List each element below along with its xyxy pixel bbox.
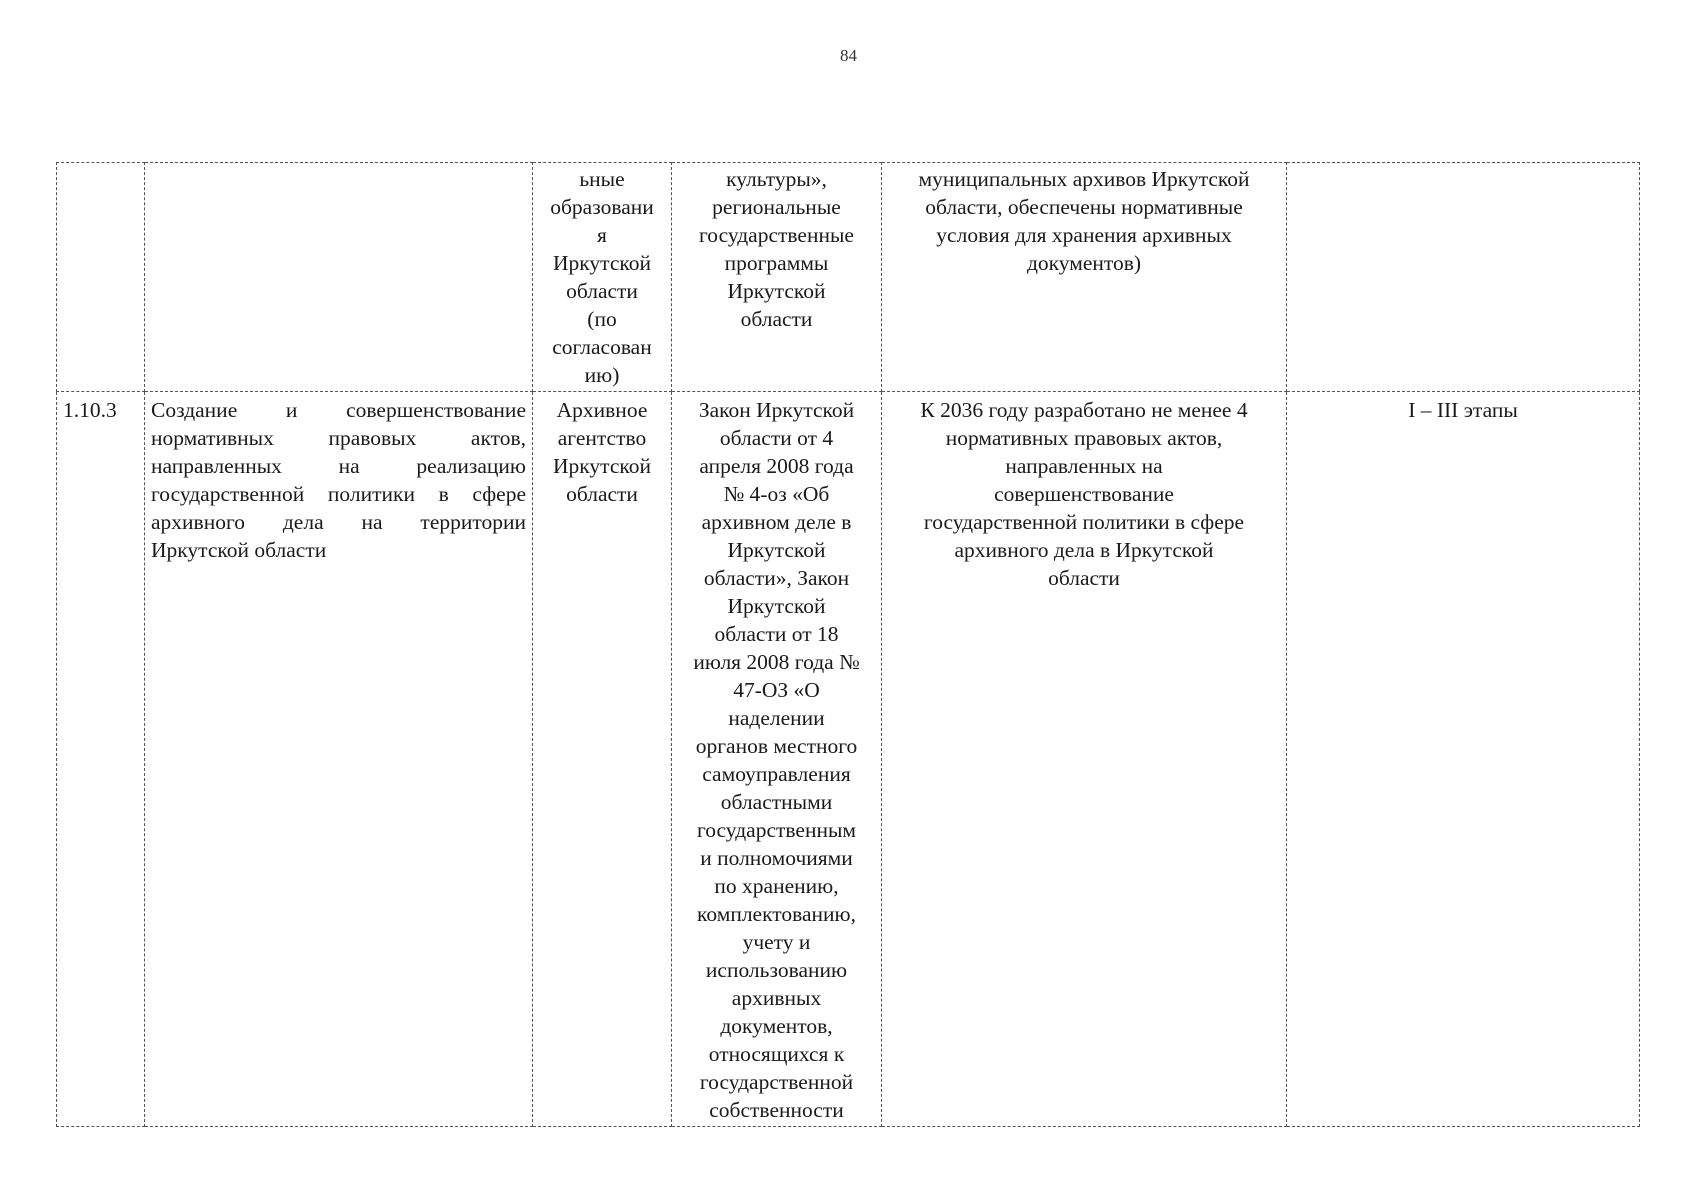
table-row xyxy=(57,163,1640,392)
cell-legal-basis: Закон Иркутской области от 4 апреля 2008 года № 4-оз «Об архивном деле в Иркутской области», Закон Иркутской области от 18 июля 2008 года № 47-ОЗ «О наделении органов местного самоуправления областными государственным и полномочиями по хранению, комплектованию, учету и использованию архивных документов, относящихся к государственной собственности xyxy=(672,392,882,1127)
cell-legal-basis: культуры», региональные государственные программы Иркутской области xyxy=(672,163,882,392)
cell-executor: ьные образовани я Иркутской области (по согласован ию) xyxy=(533,163,672,392)
cell-number xyxy=(57,163,145,392)
measures-table xyxy=(56,162,1640,1127)
cell-measure-name xyxy=(145,163,533,392)
cell-stage xyxy=(1287,163,1640,392)
cell-expected-result: К 2036 году разработано не менее 4 нормативных правовых актов, направленных на совершенствование государственной политики в сфере архивного дела в Иркутской области xyxy=(882,392,1287,1127)
page-number: 84 xyxy=(840,46,857,65)
cell-number: 1.10.3 xyxy=(57,392,145,1127)
cell-executor: Архивное агентство Иркутской области xyxy=(533,392,672,1127)
cell-measure-name: Создание и совершенствование нормативных правовых актов, направленных на реализацию государственной политики в сфере архивного дела на территории Иркутской области xyxy=(145,392,533,1127)
cell-stage: I – III этапы xyxy=(1287,392,1640,1127)
table-row xyxy=(57,392,1640,1127)
cell-expected-result: муниципальных архивов Иркутской области, обеспечены нормативные условия для хранения архивных документов) xyxy=(882,163,1287,392)
